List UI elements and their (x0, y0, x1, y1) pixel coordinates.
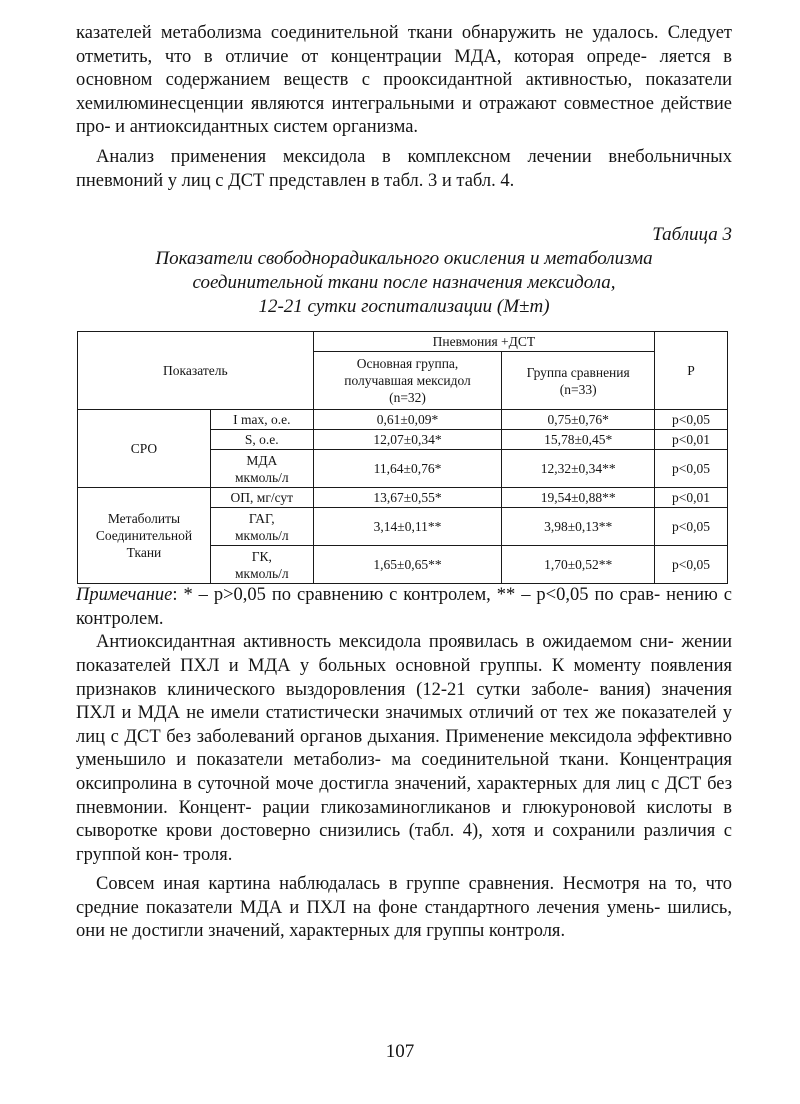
compare-value: 1,70±0,52** (502, 546, 655, 584)
compare-value: 19,54±0,88** (502, 488, 655, 508)
compare-value: 0,75±0,76* (502, 410, 655, 430)
antioxidant-paragraph: Антиоксидантная активность мексидола проявилась в ожидаемом сни- жении показателей ПХЛ и МДА у больных основной группы. К моменту появления признаков клинического выздоровления (12-21 сутки заболе- вания) значения ПХЛ и МДА не имели статистически значимых отличий от тех же показателей у лиц с ДСТ без заболеваний органов дыхания. Применение мексидола эффективно уменьшило и показатели метаболиз- ма соединительной ткани. Концентрация оксипролина в суточной моче достигла значений, характерных для лиц с ДСТ без пневмонии. Концент- рации гликозаминогликанов и глюкуроновой кислоты в сыворотке крови достоверно снизились (табл. 4), хотя и сохранили различия с группой кон- троля. (76, 632, 733, 865)
p-value: p<0,05 (655, 546, 728, 584)
header-compare-group: Группа сравнения (n=33) (502, 352, 655, 410)
intro-paragraph: казателей метаболизма соединительной ткани обнаружить не удалось. Следует отметить, что в отличие от концентрации МДА, которая опреде- ляется в основном содержанием веществ с прооксидантной активностью, показатели хемилюминесценции являются интегральными и отражают совместное действие про- и антиоксидантных систем организма. (76, 23, 733, 138)
param-cell: МДА мкмоль/л (210, 450, 313, 488)
page-number: 107 (385, 1041, 415, 1062)
table-row (78, 410, 728, 430)
p-value: p<0,01 (655, 430, 728, 450)
main-value: 1,65±0,65** (313, 546, 502, 584)
header-group-span: Пневмония +ДСТ (313, 332, 654, 352)
analysis-paragraph: Анализ применения мексидола в комплексном лечении внебольничных пневмоний у лиц с ДСТ представлен в табл. 3 и табл. 4. (76, 146, 732, 191)
group-name-metabolites: Метаболиты Соединительной Ткани (78, 488, 211, 584)
table-label: Таблица 3 (652, 224, 732, 246)
comparison-paragraph: Совсем иная картина наблюдалась в группе сравнения. Несмотря на то, что средние показатели МДА и ПХЛ на фоне стандартного лечения умень- шились, они не достигли значений, характерных для группы контроля. (76, 874, 732, 942)
note-label: Примечание (76, 585, 173, 606)
header-main-group: Основная группа, получавшая мексидол (n=32) (313, 352, 502, 410)
main-value: 12,07±0,34* (313, 430, 502, 450)
param-cell: ОП, мг/сут (210, 488, 313, 508)
header-indicator: Показатель (78, 332, 314, 410)
group-name-sro: СРО (78, 410, 211, 488)
p-value: p<0,01 (655, 488, 728, 508)
table-caption: Показатели свободнорадикального окисления и метаболизма соединительной ткани после назначения мексидола, 12-21 сутки госпитализации (M±m) (155, 248, 653, 318)
p-value: p<0,05 (655, 450, 728, 488)
main-value: 13,67±0,55* (313, 488, 502, 508)
main-value: 11,64±0,76* (313, 450, 502, 488)
param-cell: I max, о.е. (210, 410, 313, 430)
data-table (77, 331, 728, 584)
header-p: P (655, 332, 728, 410)
main-value: 3,14±0,11** (313, 508, 502, 546)
table-note: Примечание: * – p>0,05 по сравнению с контролем, ** – p<0,05 по срав- нению с контролем. (76, 585, 732, 629)
compare-value: 15,78±0,45* (502, 430, 655, 450)
compare-value: 3,98±0,13** (502, 508, 655, 546)
table-row (78, 488, 728, 508)
page-body (76, 22, 732, 944)
param-cell: S, о.е. (210, 430, 313, 450)
p-value: p<0,05 (655, 508, 728, 546)
param-cell: ГАГ, мкмоль/л (210, 508, 313, 546)
main-value: 0,61±0,09* (313, 410, 502, 430)
p-value: p<0,05 (655, 410, 728, 430)
compare-value: 12,32±0,34** (502, 450, 655, 488)
param-cell: ГК, мкмоль/л (210, 546, 313, 584)
